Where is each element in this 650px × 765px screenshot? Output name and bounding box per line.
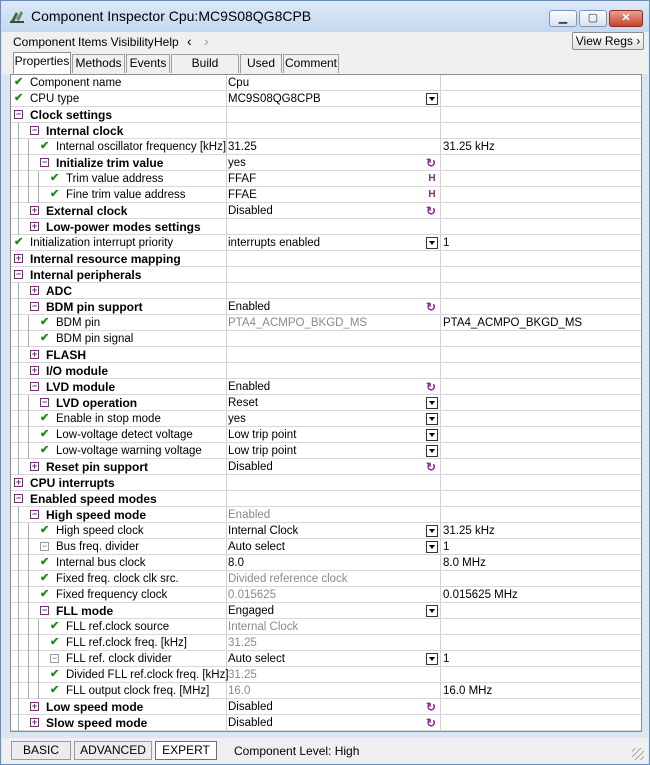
property-name: Initialize trim value	[56, 156, 164, 170]
tab-events[interactable]: Events	[126, 54, 170, 73]
property-row[interactable]	[11, 155, 642, 171]
tree-line	[18, 715, 19, 731]
tree-line	[28, 395, 29, 411]
collapse-icon[interactable]: −	[41, 157, 48, 167]
property-value: PTA4_ACMPO_BKGD_MS	[228, 317, 368, 329]
property-value[interactable]: FFAF	[228, 173, 257, 185]
property-value: 31.25	[228, 637, 257, 649]
property-value[interactable]: Disabled	[228, 461, 273, 473]
tree-line	[28, 187, 29, 203]
dropdown-arrow-icon[interactable]	[426, 653, 438, 665]
collapse-icon[interactable]: −	[15, 269, 22, 279]
property-name: Reset pin support	[46, 460, 149, 474]
property-row[interactable]	[11, 507, 642, 523]
tree-line	[28, 139, 29, 155]
hex-edit-icon[interactable]: H	[428, 189, 436, 200]
property-row[interactable]	[11, 715, 642, 731]
tree-line	[18, 331, 19, 347]
property-value: Enabled	[228, 509, 271, 521]
back-arrow-icon[interactable]: ‹	[187, 33, 192, 49]
toggle-cycle-icon[interactable]: ↻	[426, 204, 437, 218]
tree-line	[38, 171, 39, 187]
tree-line	[28, 683, 29, 699]
tree-line	[18, 539, 19, 555]
property-name: CPU interrupts	[30, 476, 115, 490]
property-value[interactable]: MC9S08QG8CPB	[228, 93, 321, 105]
property-name: FLASH	[46, 348, 86, 362]
tree-line	[28, 155, 29, 171]
property-row[interactable]	[11, 443, 642, 459]
property-name: Internal oscillator frequency [kHz]	[56, 141, 227, 153]
property-row[interactable]	[11, 635, 642, 651]
tree-line	[18, 219, 19, 235]
property-value[interactable]: Internal Clock	[228, 525, 299, 537]
view-regs-button[interactable]: View Regs ›	[572, 32, 644, 50]
property-name: FLL output clock freq. [MHz]	[66, 685, 210, 697]
property-row[interactable]	[11, 475, 642, 491]
property-extra: 31.25 kHz	[443, 525, 495, 537]
checkmark-icon: ✔	[50, 668, 60, 680]
tree-line	[18, 603, 19, 619]
hex-edit-icon[interactable]: H	[428, 173, 436, 184]
property-value: 16.0	[228, 685, 251, 697]
checkmark-icon: ✔	[40, 556, 50, 568]
collapse-icon[interactable]: −	[31, 509, 38, 519]
property-name: Low speed mode	[46, 700, 144, 714]
property-row[interactable]	[11, 683, 642, 699]
toggle-cycle-icon[interactable]: ↻	[426, 300, 437, 314]
tree-line	[18, 523, 19, 539]
tree-line	[18, 699, 19, 715]
property-row[interactable]	[11, 699, 642, 715]
expand-icon[interactable]: +	[15, 477, 22, 487]
property-value[interactable]: Disabled	[228, 701, 273, 713]
checkmark-icon: ✔	[14, 76, 24, 88]
collapse-icon[interactable]: −	[15, 493, 22, 503]
property-name: Clock settings	[30, 108, 113, 122]
property-row[interactable]	[11, 139, 642, 155]
tree-line	[18, 635, 19, 651]
property-value: Divided reference clock	[228, 573, 348, 585]
dropdown-arrow-icon[interactable]	[426, 397, 438, 409]
tree-line	[18, 203, 19, 219]
property-value: 0.015625	[228, 589, 276, 601]
property-row[interactable]	[11, 91, 642, 107]
tree-line	[38, 667, 39, 683]
property-row[interactable]	[11, 347, 642, 363]
tab-properties[interactable]: Properties	[13, 52, 71, 74]
property-name: Initialization interrupt priority	[30, 237, 174, 249]
property-name: Enable in stop mode	[56, 413, 161, 425]
property-name: Fine trim value address	[66, 189, 186, 201]
menu-help[interactable]: Help	[154, 35, 179, 49]
property-name: Internal clock	[46, 124, 124, 138]
tab-bar	[2, 52, 648, 74]
tree-line	[38, 619, 39, 635]
property-name: FLL ref. clock divider	[66, 653, 172, 665]
expand-icon[interactable]: +	[31, 285, 38, 295]
property-extra: 0.015625 MHz	[443, 589, 518, 601]
tab-comment[interactable]: Comment	[283, 54, 339, 73]
mode-advanced-button[interactable]: ADVANCED	[74, 741, 152, 760]
checkmark-icon: ✔	[40, 572, 50, 584]
checkmark-icon: ✔	[50, 684, 60, 696]
property-extra: 1	[443, 237, 450, 249]
property-name: LVD operation	[56, 396, 138, 410]
property-name: Internal resource mapping	[30, 252, 181, 266]
tree-line	[18, 555, 19, 571]
property-name: Enabled speed modes	[30, 492, 157, 506]
collapse-icon[interactable]: −	[31, 301, 38, 311]
maximize-button[interactable]: ▢	[579, 10, 607, 27]
property-row[interactable]	[11, 171, 642, 187]
tree-line	[18, 171, 19, 187]
minimize-button[interactable]: ▁	[549, 10, 577, 27]
expand-icon[interactable]: +	[15, 253, 22, 263]
expand-icon[interactable]: +	[31, 701, 38, 711]
checkmark-icon: ✔	[40, 332, 50, 344]
expand-icon[interactable]: +	[31, 221, 38, 231]
tree-line	[28, 603, 29, 619]
collapse-icon[interactable]: −	[15, 109, 22, 119]
toggle-cycle-icon[interactable]: ↻	[426, 380, 437, 394]
property-row[interactable]	[11, 651, 642, 667]
tree-line	[28, 571, 29, 587]
dropdown-arrow-icon[interactable]	[426, 605, 438, 617]
mode-expert-button[interactable]: EXPERT	[155, 741, 217, 760]
property-row[interactable]	[11, 315, 642, 331]
property-name: I/O module	[46, 364, 109, 378]
expand-icon[interactable]: +	[31, 349, 38, 359]
property-row[interactable]	[11, 123, 642, 139]
checkmark-icon: ✔	[40, 428, 50, 440]
resize-grip-icon[interactable]	[632, 748, 644, 760]
dropdown-arrow-icon[interactable]	[426, 93, 438, 105]
tree-line	[38, 187, 39, 203]
tree-line	[18, 443, 19, 459]
tree-line	[18, 155, 19, 171]
property-row[interactable]	[11, 75, 642, 91]
menu-bar	[2, 32, 648, 52]
property-row[interactable]	[11, 491, 642, 507]
component-app-icon	[9, 9, 25, 25]
property-row[interactable]	[11, 667, 642, 683]
close-button[interactable]: ✕	[609, 10, 643, 27]
property-row[interactable]	[11, 619, 642, 635]
property-name: Fixed freq. clock clk src.	[56, 573, 179, 585]
property-name: Low-voltage warning voltage	[56, 445, 202, 457]
tree-line	[18, 667, 19, 683]
property-value[interactable]: Auto select	[228, 541, 285, 553]
component-level-label: Component Level: High	[234, 744, 360, 758]
tree-line	[28, 171, 29, 187]
property-extra: 1	[443, 541, 450, 553]
tree-line	[18, 507, 19, 523]
tree-line	[18, 379, 19, 395]
tree-line	[18, 363, 19, 379]
property-row[interactable]	[11, 571, 642, 587]
property-row[interactable]	[11, 219, 642, 235]
checkmark-icon: ✔	[14, 236, 24, 248]
tree-line	[18, 427, 19, 443]
tree-line	[28, 523, 29, 539]
property-extra: 1	[443, 653, 450, 665]
property-row[interactable]	[11, 203, 642, 219]
dropdown-arrow-icon[interactable]	[426, 237, 438, 249]
tree-line	[28, 667, 29, 683]
toggle-cycle-icon[interactable]: ↻	[426, 460, 437, 474]
property-row[interactable]	[11, 331, 642, 347]
tree-line	[28, 315, 29, 331]
tree-line	[38, 635, 39, 651]
dropdown-arrow-icon[interactable]	[426, 445, 438, 457]
property-name: Divided FLL ref.clock freq. [kHz]	[66, 669, 229, 681]
property-name: Component name	[30, 77, 122, 89]
tree-line	[18, 571, 19, 587]
property-row[interactable]	[11, 107, 642, 123]
mode-basic-button[interactable]: BASIC	[11, 741, 71, 760]
property-row[interactable]	[11, 267, 642, 283]
tree-line	[18, 283, 19, 299]
checkmark-icon: ✔	[40, 444, 50, 456]
checkmark-icon: ✔	[40, 140, 50, 152]
checkmark-icon: ✔	[40, 412, 50, 424]
property-value[interactable]: Disabled	[228, 717, 273, 729]
checkmark-icon: ✔	[50, 636, 60, 648]
property-value[interactable]: FFAE	[228, 189, 257, 201]
collapse-icon[interactable]: −	[41, 605, 48, 615]
property-value[interactable]: Auto select	[228, 653, 285, 665]
checkmark-icon: ✔	[50, 172, 60, 184]
tree-line	[38, 683, 39, 699]
dropdown-arrow-icon[interactable]	[426, 413, 438, 425]
tree-line	[18, 123, 19, 139]
property-extra: 16.0 MHz	[443, 685, 493, 697]
property-row[interactable]	[11, 283, 642, 299]
property-name: BDM pin signal	[56, 333, 134, 345]
toggle-cycle-icon[interactable]: ↻	[426, 156, 437, 170]
property-row[interactable]	[11, 523, 642, 539]
property-name: Low-power modes settings	[46, 220, 201, 234]
property-row[interactable]	[11, 411, 642, 427]
tree-line	[18, 683, 19, 699]
dropdown-arrow-icon[interactable]	[426, 525, 438, 537]
property-extra: PTA4_ACMPO_BKGD_MS	[443, 317, 583, 329]
tree-line	[18, 587, 19, 603]
property-name: External clock	[46, 204, 128, 218]
tree-line	[28, 635, 29, 651]
property-name: FLL ref.clock freq. [kHz]	[66, 637, 187, 649]
property-value[interactable]: Engaged	[228, 605, 275, 617]
property-name: Internal peripherals	[30, 268, 142, 282]
property-name: FLL mode	[56, 604, 114, 618]
tree-line	[18, 187, 19, 203]
title-bar[interactable]	[1, 1, 649, 32]
property-name: ADC	[46, 284, 72, 298]
tree-line	[18, 139, 19, 155]
window-title: Component Inspector Cpu:MC9S08QG8CPB	[31, 8, 312, 24]
property-extra: 8.0 MHz	[443, 557, 486, 569]
tree-line	[18, 651, 19, 667]
property-value[interactable]: Low trip point	[228, 429, 297, 441]
expand-icon[interactable]: +	[31, 205, 38, 215]
tree-line	[28, 411, 29, 427]
property-row[interactable]	[11, 427, 642, 443]
dropdown-arrow-icon[interactable]	[426, 541, 438, 553]
forward-arrow-icon[interactable]: ›	[204, 33, 209, 49]
property-row[interactable]	[11, 555, 642, 571]
tree-line	[28, 619, 29, 635]
property-grid	[10, 74, 642, 732]
property-row[interactable]	[11, 251, 642, 267]
tab-build-options[interactable]: Build	[171, 54, 239, 73]
expand-icon[interactable]: +	[31, 717, 38, 727]
collapse-icon[interactable]: −	[41, 541, 48, 551]
tree-line	[18, 395, 19, 411]
property-value: 8.0	[228, 557, 244, 569]
collapse-icon[interactable]: −	[31, 125, 38, 135]
expand-icon[interactable]: +	[31, 365, 38, 375]
tree-line	[18, 459, 19, 475]
property-value: 31.25	[228, 669, 257, 681]
property-row[interactable]	[11, 587, 642, 603]
property-value[interactable]: Disabled	[228, 205, 273, 217]
tree-line	[18, 411, 19, 427]
property-name: CPU type	[30, 93, 80, 105]
toggle-cycle-icon[interactable]: ↻	[426, 716, 437, 730]
menu-items-visibility[interactable]: Items Visibility	[78, 35, 154, 49]
property-name: Slow speed mode	[46, 716, 148, 730]
property-name: Internal bus clock	[56, 557, 146, 569]
menu-component[interactable]: Component	[13, 35, 76, 49]
tree-line	[18, 347, 19, 363]
checkmark-icon: ✔	[14, 92, 24, 104]
property-value: 31.25	[228, 141, 257, 153]
tree-line	[28, 555, 29, 571]
property-name: High speed clock	[56, 525, 144, 537]
tree-line	[28, 651, 29, 667]
property-name: FLL ref.clock source	[66, 621, 170, 633]
property-value[interactable]: Reset	[228, 397, 259, 409]
property-row[interactable]	[11, 299, 642, 315]
collapse-icon[interactable]: −	[51, 653, 58, 663]
property-name: Trim value address	[66, 173, 164, 185]
tree-line	[28, 427, 29, 443]
property-name: Low-voltage detect voltage	[56, 429, 193, 441]
property-name: Bus freq. divider	[56, 541, 140, 553]
tree-line	[18, 619, 19, 635]
property-value[interactable]: yes	[228, 413, 246, 425]
property-row[interactable]	[11, 395, 642, 411]
property-name: BDM pin support	[46, 300, 143, 314]
property-row[interactable]	[11, 379, 642, 395]
checkmark-icon: ✔	[50, 620, 60, 632]
tab-methods[interactable]: Methods	[72, 54, 125, 73]
status-bar	[2, 738, 648, 764]
expand-icon[interactable]: +	[31, 461, 38, 471]
tree-line	[18, 315, 19, 331]
checkmark-icon: ✔	[40, 524, 50, 536]
dropdown-arrow-icon[interactable]	[426, 429, 438, 441]
property-extra: 31.25 kHz	[443, 141, 495, 153]
tree-line	[28, 443, 29, 459]
property-row[interactable]	[11, 459, 642, 475]
tree-line	[38, 651, 39, 667]
property-name: Fixed frequency clock	[56, 589, 168, 601]
tree-line	[28, 539, 29, 555]
property-value: Cpu	[228, 77, 250, 89]
property-row[interactable]	[11, 363, 642, 379]
tree-line	[28, 331, 29, 347]
property-name: High speed mode	[46, 508, 147, 522]
property-value: Internal Clock	[228, 621, 299, 633]
toggle-cycle-icon[interactable]: ↻	[426, 700, 437, 714]
property-row[interactable]	[11, 235, 642, 251]
collapse-icon[interactable]: −	[41, 397, 48, 407]
checkmark-icon: ✔	[50, 188, 60, 200]
property-value[interactable]: interrupts enabled	[228, 237, 321, 249]
property-row[interactable]	[11, 603, 642, 619]
property-name: BDM pin	[56, 317, 101, 329]
tree-line	[18, 299, 19, 315]
property-row[interactable]	[11, 539, 642, 555]
property-value[interactable]: Enabled	[228, 301, 271, 313]
property-value[interactable]: yes	[228, 157, 246, 169]
property-row[interactable]	[11, 187, 642, 203]
property-value[interactable]: Low trip point	[228, 445, 297, 457]
tree-line	[28, 587, 29, 603]
checkmark-icon: ✔	[40, 316, 50, 328]
property-value[interactable]: Enabled	[228, 381, 271, 393]
tab-used[interactable]: Used	[240, 54, 282, 73]
collapse-icon[interactable]: −	[31, 381, 38, 391]
property-name: LVD module	[46, 380, 116, 394]
checkmark-icon: ✔	[40, 588, 50, 600]
